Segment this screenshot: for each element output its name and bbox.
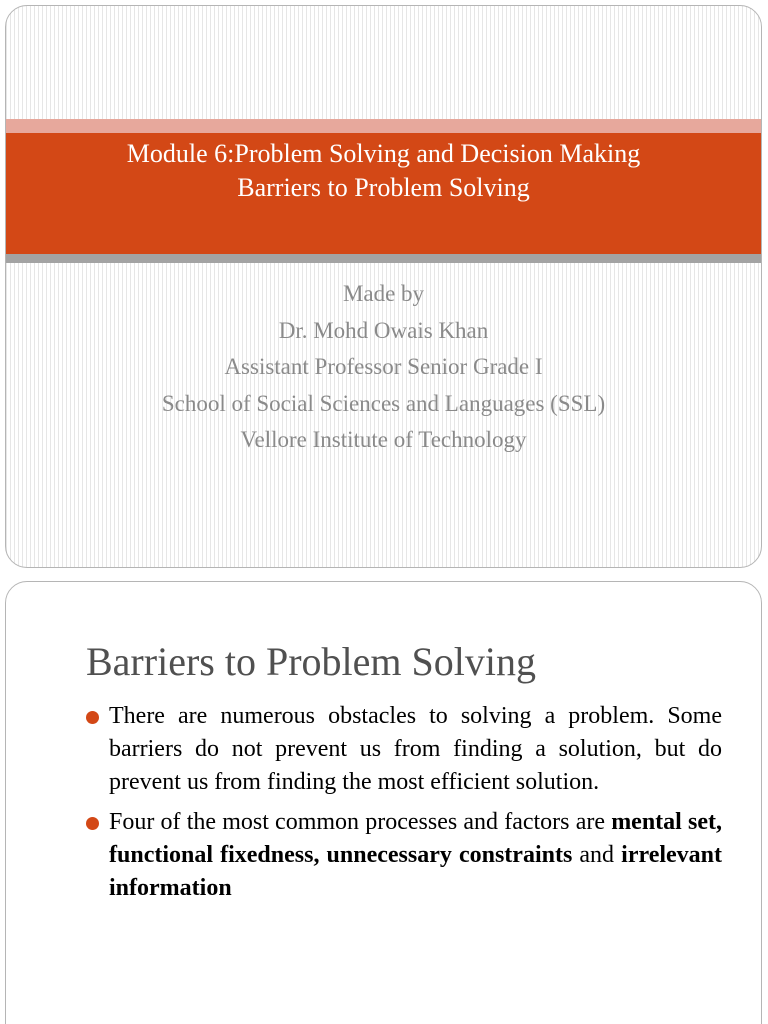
credit-author-title: Assistant Professor Senior Grade I xyxy=(224,354,543,379)
title-band-top-accent xyxy=(6,119,761,133)
content-heading: Barriers to Problem Solving xyxy=(86,639,536,684)
credit-institute: Vellore Institute of Technology xyxy=(240,427,527,452)
credit-school: School of Social Sciences and Languages (SSL) xyxy=(161,390,606,416)
bullet-text-joiner: and xyxy=(572,842,622,868)
credit-author-name: Dr. Mohd Owais Khan xyxy=(278,317,489,343)
bullet-item xyxy=(86,806,722,905)
bullet-text-intro: Four of the most common processes and factors are xyxy=(109,809,612,835)
title-slide xyxy=(5,5,762,568)
term-mental-set: mental set, xyxy=(611,809,723,835)
author-credits xyxy=(6,276,761,459)
content-slide xyxy=(5,581,762,1024)
term-functional-fixedness: functional fixedness, xyxy=(109,842,320,868)
slide-title-line-2: Barriers to Problem Solving xyxy=(237,173,530,202)
bullet-dot-icon xyxy=(86,711,99,724)
slide-title xyxy=(6,137,761,205)
bullet-text: There are numerous obstacles to solving a problem. Some barriers do not prevent us from finding a solution, but do prevent us from finding the most efficient solution. xyxy=(109,703,722,795)
bullet-dot-icon xyxy=(86,817,99,830)
title-band-bottom-accent xyxy=(6,254,761,263)
bullet-item xyxy=(86,700,722,799)
term-irrelevant-information: irrelevant information xyxy=(109,842,723,901)
slide-title-line-1: Module 6:Problem Solving and Decision Making xyxy=(126,139,641,168)
bullet-list xyxy=(86,700,722,912)
term-unnecessary-constraints: unnecessary constraints xyxy=(326,842,573,868)
credit-made-by: Made by xyxy=(342,281,425,306)
